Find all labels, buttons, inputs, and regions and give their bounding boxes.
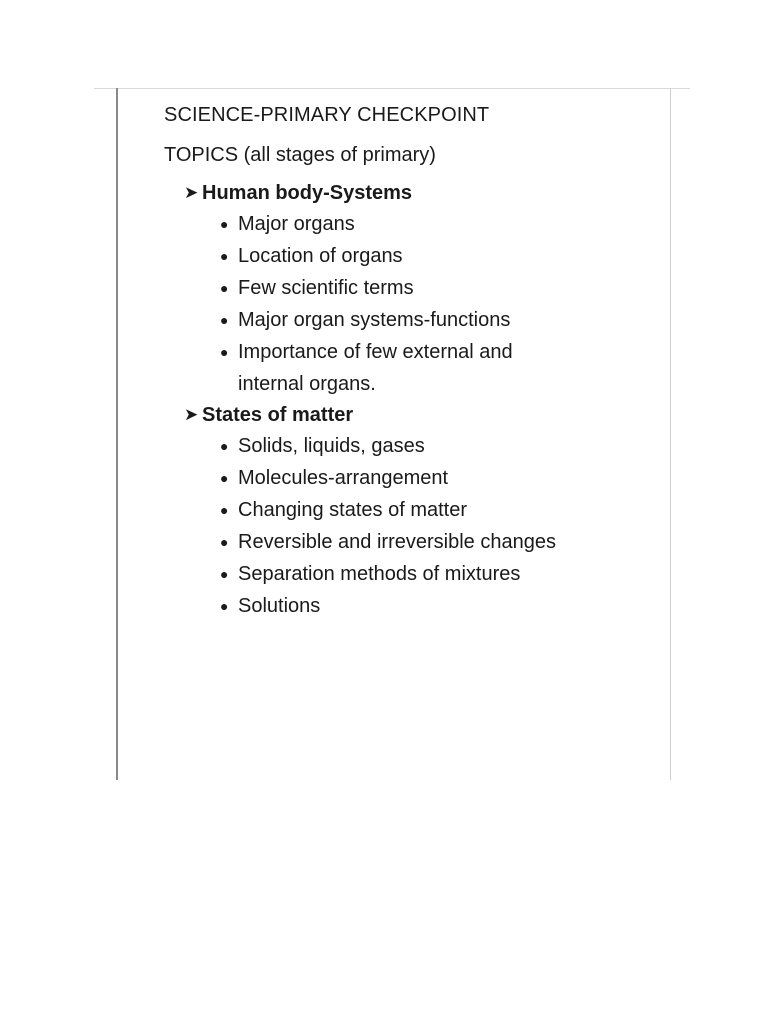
list-item-text: Importance of few external and internal organs. xyxy=(238,341,513,395)
list-item-text: Molecules-arrangement xyxy=(238,467,449,489)
topic-list xyxy=(164,208,664,400)
list-item-text: Solutions xyxy=(238,595,321,617)
bullet-icon: ● xyxy=(220,534,229,550)
arrow-bullet-icon: ➤ xyxy=(184,183,199,202)
document-content xyxy=(164,100,664,622)
list-item-text: Few scientific terms xyxy=(238,277,414,299)
bullet-icon: ● xyxy=(220,470,229,486)
bullet-icon: ● xyxy=(220,344,229,360)
list-item-text: Major organs xyxy=(238,213,355,235)
list-item xyxy=(220,430,664,462)
section-heading xyxy=(184,178,664,208)
list-item xyxy=(220,558,664,590)
frame-left-border xyxy=(116,88,118,780)
topic-list xyxy=(164,430,664,622)
document-title: SCIENCE-PRIMARY CHECKPOINT xyxy=(164,104,490,126)
list-item xyxy=(220,526,664,558)
list-item xyxy=(220,272,664,304)
document-subtitle: TOPICS (all stages of primary) xyxy=(164,144,436,166)
bullet-icon: ● xyxy=(220,598,229,614)
list-item-text: Location of organs xyxy=(238,245,403,267)
bullet-icon: ● xyxy=(220,566,229,582)
bullet-icon: ● xyxy=(220,280,229,296)
list-item xyxy=(220,240,664,272)
bullet-icon: ● xyxy=(220,312,229,328)
list-item-text: Reversible and irreversible changes xyxy=(238,531,556,553)
section-heading-text: Human body-Systems xyxy=(202,182,413,204)
arrow-bullet-icon: ➤ xyxy=(184,405,199,424)
bullet-icon: ● xyxy=(220,248,229,264)
section-states-of-matter xyxy=(164,400,664,622)
list-item xyxy=(220,494,664,526)
list-item-text: Major organ systems-functions xyxy=(238,309,511,331)
frame-right-border xyxy=(670,88,671,780)
list-item xyxy=(220,590,664,622)
list-item xyxy=(220,336,664,400)
list-item xyxy=(220,208,664,240)
list-item xyxy=(220,462,664,494)
list-item-text: Separation methods of mixtures xyxy=(238,563,521,585)
list-item xyxy=(220,304,664,336)
frame-top-border xyxy=(94,88,690,89)
section-heading xyxy=(184,400,664,430)
list-item-text: Solids, liquids, gases xyxy=(238,435,425,457)
bullet-icon: ● xyxy=(220,502,229,518)
bullet-icon: ● xyxy=(220,216,229,232)
section-heading-text: States of matter xyxy=(202,404,354,426)
list-item-text: Changing states of matter xyxy=(238,499,468,521)
section-human-body xyxy=(164,178,664,400)
bullet-icon: ● xyxy=(220,438,229,454)
